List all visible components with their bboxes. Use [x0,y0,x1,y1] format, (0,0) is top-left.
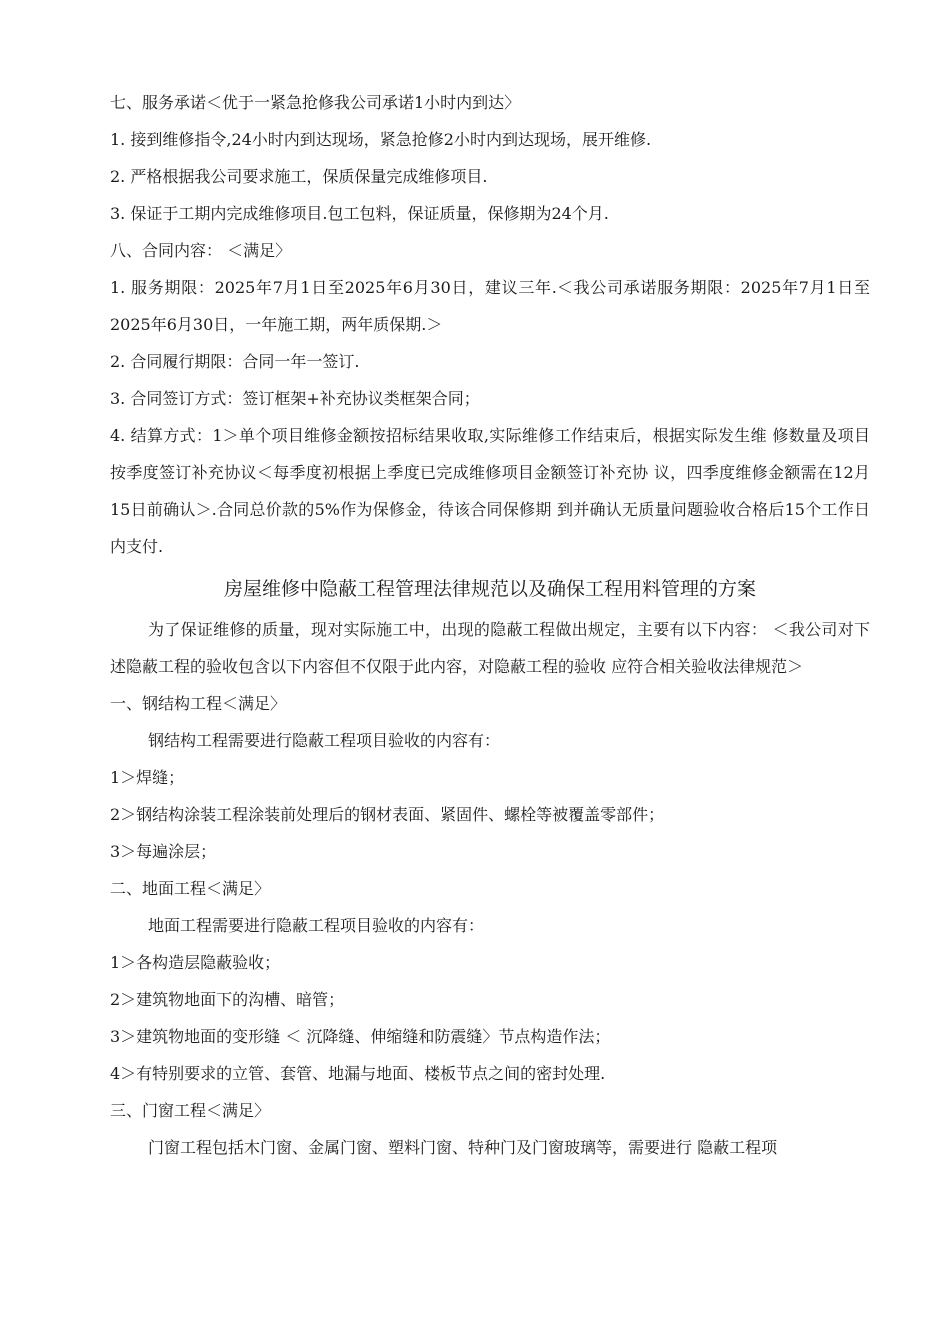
contract-item-3: 3. 合同签订方式：签订框架+补充协议类框架合同； [110,389,480,408]
contract-item-4: 4. 结算方式：1＞单个项目维修金额按招标结果收取,实际维修工作结束后，根据实际发生维 修数量及项目按季度签订补充协议＜每季度初根据上季度已完成维修项目金额签订补充协 议，四季度维修金额需在12月15日前确认＞.合同总价款的5%作为保修金，待该合同保修期 到并确认无质量问题验收合格后15个工作日内支付. [110,426,870,556]
intro-paragraph: 为了保证维修的质量，现对实际施工中，出现的隐蔽工程做出规定，主要有以下内容： ＜我公司对下述隐蔽工程的验收包含以下内容但不仅限于此内容，对隐蔽工程的验收 应符合相关验收法律规范＞ [110,620,870,676]
steel-item-3: 3＞每遍涂层； [110,842,217,861]
section-heading-service: 七、服务承诺＜优于一紧急抢修我公司承诺1小时内到达〉 [110,93,521,112]
document-title: 房屋维修中隐蔽工程管理法律规范以及确保工程用料管理的方案 [223,578,756,600]
floor-item-4: 4＞有特别要求的立管、套管、地漏与地面、楼板节点之间的密封处理. [110,1064,606,1083]
floor-intro: 地面工程需要进行隐蔽工程项目验收的内容有： [148,916,485,935]
steel-intro: 钢结构工程需要进行隐蔽工程项目验收的内容有： [148,731,501,750]
contract-item-1: 1. 服务期限：2025年7月1日至2025年6月30日，建议三年.＜我公司承诺服务期限：2025年7月1日至2025年6月30日，一年施工期，两年质保期.＞ [110,278,870,334]
steel-item-1: 1＞焊缝； [110,768,185,787]
floor-item-2: 2＞建筑物地面下的沟槽、暗管； [110,990,345,1009]
document-page [110,84,870,1166]
service-item-3: 3. 保证于工期内完成维修项目.包工包料，保证质量，保修期为24个月. [110,204,609,223]
section-heading-steel: 一、钢结构工程＜满足〉 [110,694,287,713]
service-item-1: 1. 接到维修指令,24小时内到达现场，紧急抢修2小时内到达现场，展开维修. [110,130,652,149]
section-heading-doors: 三、门窗工程＜满足〉 [110,1101,271,1120]
doors-intro: 门窗工程包括木门窗、金属门窗、塑料门窗、特种门及门窗玻璃等，需要进行 隐蔽工程项 [148,1138,778,1157]
section-heading-floor: 二、地面工程＜满足〉 [110,879,271,898]
service-item-2: 2. 严格根据我公司要求施工，保质保量完成维修项目. [110,167,488,186]
floor-item-3: 3＞建筑物地面的变形缝 ＜ 沉降缝、伸缩缝和防震缝〉节点构造作法； [110,1027,611,1046]
section-heading-contract: 八、合同内容： ＜满足〉 [110,241,292,260]
contract-item-2: 2. 合同履行期限：合同一年一签订. [110,352,360,371]
floor-item-1: 1＞各构造层隐蔽验收； [110,953,281,972]
steel-item-2: 2＞钢结构涂装工程涂装前处理后的钢材表面、紧固件、螺栓等被覆盖零部件； [110,805,665,824]
